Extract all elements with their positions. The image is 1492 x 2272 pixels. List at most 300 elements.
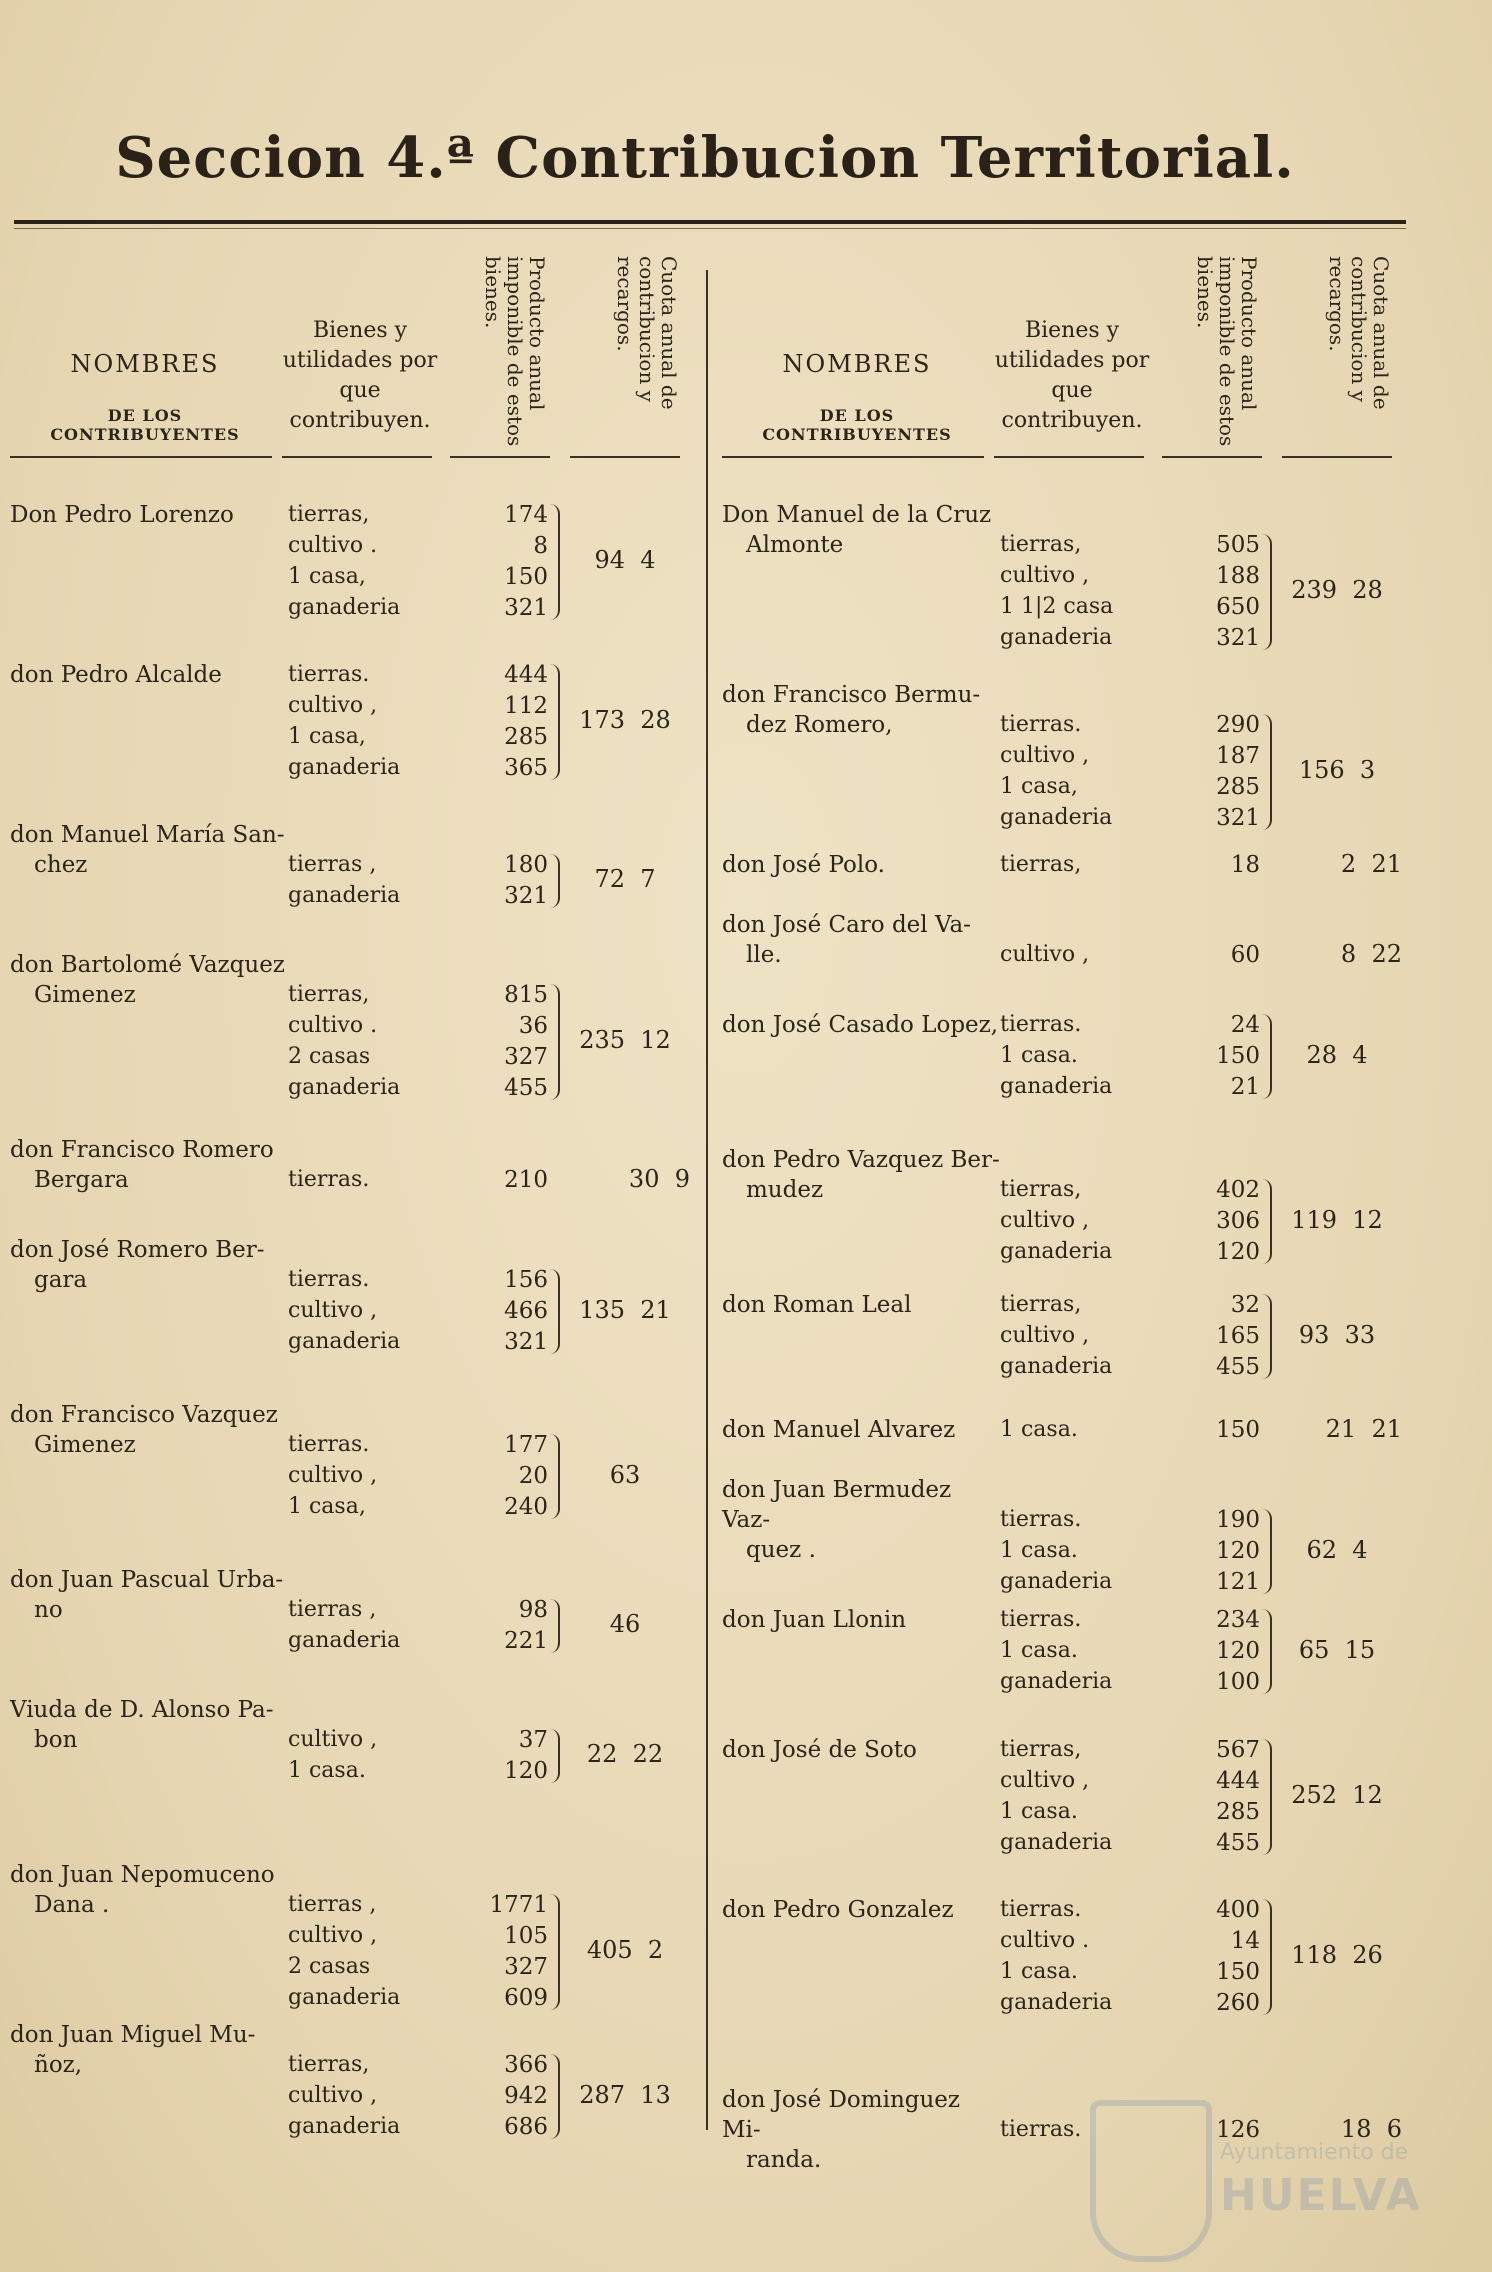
asset-value: 400	[1216, 1897, 1260, 1923]
asset-item	[1000, 1926, 1185, 1957]
quota-value: 46	[609, 1610, 641, 1638]
asset-item	[288, 753, 473, 784]
asset-label: cultivo .	[1000, 1928, 1090, 1953]
contributor-name-line: don Pedro Gonzalez	[722, 1897, 954, 1923]
asset-label: ganaderia	[1000, 1354, 1113, 1379]
brace	[1262, 1179, 1272, 1264]
asset-item	[288, 980, 473, 1011]
asset-value: 1771	[489, 1892, 548, 1918]
contributor-name-line: Dana .	[34, 1892, 110, 1918]
asset-label: tierras.	[1000, 1607, 1082, 1632]
asset-item	[288, 722, 473, 753]
quota-value: 156 3	[1298, 756, 1376, 784]
right-header	[722, 250, 1412, 460]
quota-value: 239 28	[1291, 576, 1383, 604]
asset-item	[288, 2050, 473, 2081]
asset-label: 1 casa.	[1000, 1417, 1078, 1442]
asset-item	[288, 1265, 473, 1296]
asset-label: tierras,	[288, 2052, 370, 2077]
asset-label: ganaderia	[1000, 1830, 1113, 1855]
contributor-name-line: don Pedro Vazquez Ber-	[722, 1147, 1000, 1173]
asset-item	[1000, 1636, 1185, 1667]
asset-item	[288, 1492, 473, 1523]
asset-label: ganaderia	[288, 1075, 401, 1100]
asset-label: 1 casa.	[1000, 1043, 1078, 1068]
asset-label: ganaderia	[1000, 1569, 1113, 1594]
asset-label: cultivo ,	[1000, 942, 1090, 967]
asset-item	[288, 1461, 473, 1492]
contributor-name-line: don Francisco Romero	[10, 1137, 274, 1163]
asset-label: ganaderia	[288, 1628, 401, 1653]
asset-value: 8	[533, 533, 548, 559]
asset-value: 36	[518, 1013, 548, 1039]
asset-value: 686	[504, 2114, 548, 2140]
asset-label: cultivo ,	[288, 2083, 378, 2108]
brace	[1262, 534, 1272, 650]
asset-item	[1000, 1505, 1185, 1536]
asset-label: 2 casas	[288, 1954, 371, 1979]
asset-value: 321	[504, 1329, 548, 1355]
asset-label: 1 1|2 casa	[1000, 594, 1114, 619]
contributor-name-line: dez Romero,	[746, 712, 893, 738]
quota-value: 235 12	[579, 1026, 671, 1054]
contributor-name-line: Gimenez	[34, 1432, 136, 1458]
header-product: Producto anual imponible de estos bienes.	[1193, 256, 1261, 447]
asset-value: 32	[1230, 1292, 1260, 1318]
asset-item	[1000, 1010, 1185, 1041]
asset-item	[288, 1327, 473, 1358]
asset-value: 306	[1216, 1208, 1260, 1234]
contributor-name-line: don José Dominguez Mi-	[722, 2087, 961, 2143]
asset-value: 455	[1216, 1830, 1260, 1856]
asset-value: 260	[1216, 1990, 1260, 2016]
asset-item	[288, 1165, 473, 1196]
asset-value: 190	[1216, 1507, 1260, 1533]
asset-item	[1000, 741, 1185, 772]
asset-value: 240	[504, 1494, 548, 1520]
header-cuota: Cuota anual de contribucion y recargos.	[1325, 256, 1393, 410]
quota-value: 94 4	[594, 546, 656, 574]
archive-watermark	[1080, 2090, 1420, 2260]
asset-value: 120	[1216, 1239, 1260, 1265]
contributor-name	[10, 1235, 290, 1295]
contributor-name-line: ñoz,	[34, 2052, 83, 2078]
asset-item	[1000, 772, 1185, 803]
asset-label: cultivo ,	[1000, 1208, 1090, 1233]
asset-value: 321	[1216, 805, 1260, 831]
asset-item	[288, 1011, 473, 1042]
asset-value: 187	[1216, 743, 1260, 769]
asset-label: ganaderia	[1000, 625, 1113, 650]
contributor-name-line: don Juan Llonin	[722, 1607, 907, 1633]
asset-item	[1000, 803, 1185, 834]
asset-item	[1000, 1352, 1185, 1383]
asset-value: 285	[1216, 1799, 1260, 1825]
asset-value: 327	[504, 1954, 548, 1980]
contributor-name	[722, 500, 1002, 560]
asset-value: 18	[1230, 852, 1260, 878]
asset-label: tierras,	[1000, 1292, 1082, 1317]
asset-value: 365	[504, 755, 548, 781]
quota-value: 22 22	[586, 1740, 664, 1768]
asset-value: 165	[1216, 1323, 1260, 1349]
asset-item	[1000, 1828, 1185, 1859]
asset-value: 24	[1230, 1012, 1260, 1038]
asset-value: 112	[504, 693, 548, 719]
asset-value: 650	[1216, 594, 1260, 620]
asset-label: ganaderia	[288, 1985, 401, 2010]
contributor-name-line: don José Casado Lopez,	[722, 1012, 999, 1038]
asset-label: tierras ,	[288, 852, 377, 877]
asset-value: 105	[504, 1923, 548, 1949]
asset-label: cultivo ,	[1000, 1323, 1090, 1348]
asset-item	[288, 1626, 473, 1657]
asset-label: tierras,	[288, 502, 370, 527]
asset-item	[288, 1073, 473, 1104]
asset-item	[288, 2081, 473, 2112]
asset-label: ganaderia	[1000, 805, 1113, 830]
quota-value: 65 15	[1298, 1635, 1376, 1664]
contributor-name	[10, 950, 290, 1010]
contributor-name	[722, 1415, 1002, 1445]
asset-value: 815	[504, 982, 548, 1008]
asset-item	[1000, 1321, 1185, 1352]
brace	[550, 854, 560, 908]
quota-value: 252 12	[1291, 1781, 1383, 1809]
quota-value: 2 21	[1340, 849, 1402, 878]
contributor-name	[722, 1475, 1002, 1565]
contributor-name-line: don Bartolomé Vazquez	[10, 952, 285, 978]
contributor-name-line: Gimenez	[34, 982, 136, 1008]
asset-label: ganaderia	[1000, 1669, 1113, 1694]
asset-label: 1 casa,	[288, 724, 366, 749]
asset-label: ganaderia	[288, 2114, 401, 2139]
asset-item	[288, 660, 473, 691]
asset-label: ganaderia	[1000, 1074, 1113, 1099]
asset-item	[1000, 710, 1185, 741]
brace	[550, 984, 560, 1100]
asset-value: 290	[1216, 712, 1260, 738]
asset-item	[1000, 1735, 1185, 1766]
asset-label: cultivo ,	[288, 1298, 378, 1323]
asset-value: 285	[504, 724, 548, 750]
asset-item	[288, 881, 473, 912]
contributor-name-line: randa.	[746, 2147, 822, 2173]
contributor-name	[722, 1010, 1002, 1040]
contributor-name	[10, 1565, 290, 1625]
contributor-name-line: Don Pedro Lorenzo	[10, 502, 234, 528]
contributor-name	[10, 660, 290, 690]
left-column	[10, 250, 700, 2150]
asset-label: tierras,	[1000, 1177, 1082, 1202]
contributor-name	[10, 2020, 290, 2080]
asset-label: ganaderia	[1000, 1239, 1113, 1264]
quota-value: 21 21	[1325, 1414, 1402, 1443]
asset-value: 121	[1216, 1569, 1260, 1595]
asset-value: 455	[504, 1075, 548, 1101]
contributor-name	[10, 1860, 290, 1920]
contributor-name-line: don Juan Miguel Mu-	[10, 2022, 256, 2048]
asset-value: 156	[504, 1267, 548, 1293]
header-names: NOMBRES	[70, 350, 220, 378]
quota-value: 8 22	[1340, 939, 1402, 968]
asset-item	[1000, 1895, 1185, 1926]
contributor-name-line: bon	[34, 1727, 78, 1753]
asset-label: 1 casa,	[1000, 774, 1078, 799]
contributor-name-line: don José Caro del Va-	[722, 912, 971, 938]
asset-label: tierras.	[1000, 1507, 1082, 1532]
asset-value: 366	[504, 2052, 548, 2078]
brace	[550, 1269, 560, 1354]
asset-item	[1000, 1237, 1185, 1268]
brace	[550, 664, 560, 780]
asset-item	[1000, 623, 1185, 654]
asset-value: 150	[1216, 1959, 1260, 1985]
brace	[550, 2054, 560, 2139]
asset-value: 14	[1230, 1928, 1260, 1954]
asset-label: tierras.	[1000, 2117, 1082, 2142]
watermark-line1: Ayuntamiento de	[1220, 2140, 1409, 2165]
asset-label: tierras.	[288, 1267, 370, 1292]
asset-label: 2 casas	[288, 1044, 371, 1069]
asset-item	[1000, 1290, 1185, 1321]
asset-value: 234	[1216, 1607, 1260, 1633]
asset-item	[288, 531, 473, 562]
contributor-name-line: no	[34, 1597, 63, 1623]
brace	[550, 1434, 560, 1519]
asset-item	[288, 1921, 473, 1952]
asset-item	[288, 1595, 473, 1626]
asset-value: 150	[1216, 1043, 1260, 1069]
quota-value: 135 21	[579, 1295, 671, 1324]
asset-label: tierras.	[288, 1167, 370, 1192]
asset-value: 100	[1216, 1669, 1260, 1695]
asset-label: tierras.	[288, 662, 370, 687]
brace	[1262, 1739, 1272, 1855]
asset-label: tierras.	[288, 1432, 370, 1457]
asset-item	[1000, 1667, 1185, 1698]
title-rule	[14, 220, 1406, 224]
asset-item	[1000, 561, 1185, 592]
header-goods: Bienes y utilidades por que contribuyen.	[994, 318, 1150, 433]
asset-label: ganaderia	[288, 883, 401, 908]
contributor-name-line: lle.	[746, 942, 782, 968]
contributor-name-line: don Francisco Bermu-	[722, 682, 981, 708]
asset-value: 321	[1216, 625, 1260, 651]
asset-label: tierras ,	[288, 1892, 377, 1917]
asset-label: tierras ,	[288, 1597, 377, 1622]
asset-value: 188	[1216, 563, 1260, 589]
crest-icon	[1090, 2100, 1212, 2262]
asset-label: tierras,	[1000, 532, 1082, 557]
left-header	[10, 250, 700, 460]
asset-item	[288, 691, 473, 722]
contributor-name	[10, 1400, 290, 1460]
brace	[1262, 1509, 1272, 1594]
asset-label: 1 casa.	[288, 1758, 366, 1783]
contributor-name-line: Almonte	[746, 532, 844, 558]
contributor-name-line: don Manuel Alvarez	[722, 1417, 956, 1443]
asset-item	[288, 1430, 473, 1461]
contributor-name-line: mudez	[746, 1177, 824, 1203]
quota-value: 173 28	[579, 706, 671, 734]
contributor-name	[10, 1135, 290, 1195]
asset-item	[1000, 1605, 1185, 1636]
asset-item	[288, 562, 473, 593]
asset-value: 221	[504, 1628, 548, 1654]
asset-value: 444	[1216, 1768, 1260, 1794]
contributor-name	[722, 1735, 1002, 1765]
asset-item	[1000, 1988, 1185, 2019]
page-title: Seccion 4.ª Contribucion Territorial.	[115, 125, 1295, 191]
contributor-name	[722, 1290, 1002, 1320]
contributor-name-line: Viuda de D. Alonso Pa-	[10, 1697, 274, 1723]
asset-label: 1 casa,	[288, 1494, 366, 1519]
quota-value: 63	[609, 1460, 641, 1489]
asset-item	[1000, 1536, 1185, 1567]
asset-item	[1000, 1175, 1185, 1206]
asset-item	[1000, 1766, 1185, 1797]
contributor-name	[722, 1145, 1002, 1205]
header-cuota: Cuota anual de contribucion y recargos.	[613, 256, 681, 410]
brace	[1262, 1609, 1272, 1694]
asset-label: 1 casa,	[288, 564, 366, 589]
asset-item	[288, 850, 473, 881]
asset-label: cultivo ,	[288, 693, 378, 718]
asset-value: 327	[504, 1044, 548, 1070]
asset-item	[288, 2112, 473, 2143]
brace	[550, 1894, 560, 2010]
asset-item	[288, 1983, 473, 2014]
asset-item	[1000, 940, 1185, 971]
asset-value: 444	[504, 662, 548, 688]
quota-value: 405 2	[586, 1936, 664, 1964]
asset-label: 1 casa.	[1000, 1799, 1078, 1824]
contributor-name-line: don Roman Leal	[722, 1292, 912, 1318]
asset-value: 609	[504, 1985, 548, 2011]
asset-value: 98	[518, 1597, 548, 1623]
asset-value: 942	[504, 2083, 548, 2109]
asset-label: tierras,	[1000, 1737, 1082, 1762]
watermark-line2: HUELVA	[1220, 2170, 1422, 2221]
contributor-name-line: Bergara	[34, 1167, 129, 1193]
contributor-name-line: don José Romero Ber-	[10, 1237, 265, 1263]
contributor-name-line: don Manuel María San-	[10, 822, 285, 848]
contributor-name	[722, 1605, 1002, 1635]
asset-item	[288, 1042, 473, 1073]
contributor-name	[10, 1695, 290, 1755]
asset-value: 21	[1230, 1074, 1260, 1100]
contributor-name-line: gara	[34, 1267, 88, 1293]
asset-item	[1000, 1797, 1185, 1828]
header-product: Producto anual imponible de estos bienes.	[481, 256, 549, 447]
asset-value: 180	[504, 852, 548, 878]
asset-value: 466	[504, 1298, 548, 1324]
asset-item	[288, 1756, 473, 1787]
asset-value: 402	[1216, 1177, 1260, 1203]
asset-label: tierras.	[1000, 1012, 1082, 1037]
asset-value: 120	[1216, 1538, 1260, 1564]
asset-label: 1 casa.	[1000, 1638, 1078, 1663]
contributor-name	[10, 820, 290, 880]
asset-item	[288, 500, 473, 531]
asset-label: cultivo ,	[288, 1923, 378, 1948]
brace	[550, 504, 560, 620]
asset-value: 210	[504, 1167, 548, 1193]
brace	[550, 1729, 560, 1783]
asset-item	[1000, 1415, 1185, 1446]
brace	[1262, 714, 1272, 830]
quota-value: 28 4	[1306, 1040, 1368, 1069]
contributor-name-line: don Juan Pascual Urba-	[10, 1567, 284, 1593]
asset-label: tierras.	[1000, 1897, 1082, 1922]
asset-label: cultivo ,	[1000, 743, 1090, 768]
contributor-name-line: don Pedro Alcalde	[10, 662, 222, 688]
quota-value: 62 4	[1306, 1535, 1368, 1564]
asset-item	[1000, 1072, 1185, 1103]
header-contributors: DE LOS CONTRIBUYENTES	[50, 406, 240, 444]
asset-item	[288, 1296, 473, 1327]
asset-label: 1 casa.	[1000, 1538, 1078, 1563]
asset-label: cultivo ,	[288, 1727, 378, 1752]
asset-item	[1000, 530, 1185, 561]
asset-value: 505	[1216, 532, 1260, 558]
asset-label: ganaderia	[288, 1329, 401, 1354]
asset-value: 120	[1216, 1638, 1260, 1664]
contributor-name-line: don Francisco Vazquez	[10, 1402, 278, 1428]
contributor-name-line: don José de Soto	[722, 1737, 917, 1763]
asset-item	[288, 1952, 473, 1983]
asset-item	[288, 1725, 473, 1756]
quota-value: 118 26	[1291, 1941, 1383, 1969]
asset-label: cultivo .	[288, 533, 378, 558]
quota-value: 30 9	[628, 1164, 690, 1193]
header-contributors: DE LOS CONTRIBUYENTES	[762, 406, 952, 444]
asset-value: 177	[504, 1432, 548, 1458]
asset-item	[288, 593, 473, 624]
asset-value: 321	[504, 595, 548, 621]
asset-value: 150	[1216, 1417, 1260, 1443]
quota-value: 287 13	[579, 2080, 671, 2109]
brace	[550, 1599, 560, 1653]
quota-value: 119 12	[1291, 1205, 1383, 1234]
contributor-name	[722, 2085, 1002, 2175]
asset-label: ganaderia	[288, 755, 401, 780]
quota-value: 93 33	[1298, 1320, 1376, 1349]
contributor-name-line: don Juan Bermudez Vaz-	[722, 1477, 952, 1533]
brace	[1262, 1014, 1272, 1099]
asset-item	[288, 1890, 473, 1921]
contributor-name-line: don Juan Nepomuceno	[10, 1862, 275, 1888]
asset-label: cultivo .	[288, 1013, 378, 1038]
asset-label: ganaderia	[1000, 1990, 1113, 2015]
asset-value: 60	[1230, 942, 1260, 968]
asset-label: cultivo ,	[288, 1463, 378, 1488]
contributor-name	[722, 910, 1002, 970]
contributor-name	[10, 500, 290, 530]
asset-label: tierras,	[1000, 852, 1082, 877]
contributor-name-line: don José Polo.	[722, 852, 885, 878]
contributor-name-line: quez .	[746, 1537, 816, 1563]
asset-item	[1000, 1567, 1185, 1598]
asset-value: 20	[518, 1463, 548, 1489]
asset-value: 37	[518, 1727, 548, 1753]
asset-label: 1 casa.	[1000, 1959, 1078, 1984]
brace	[1262, 1899, 1272, 2015]
asset-label: tierras,	[288, 982, 370, 1007]
asset-value: 174	[504, 502, 548, 528]
quota-value: 18 6	[1340, 2114, 1402, 2143]
